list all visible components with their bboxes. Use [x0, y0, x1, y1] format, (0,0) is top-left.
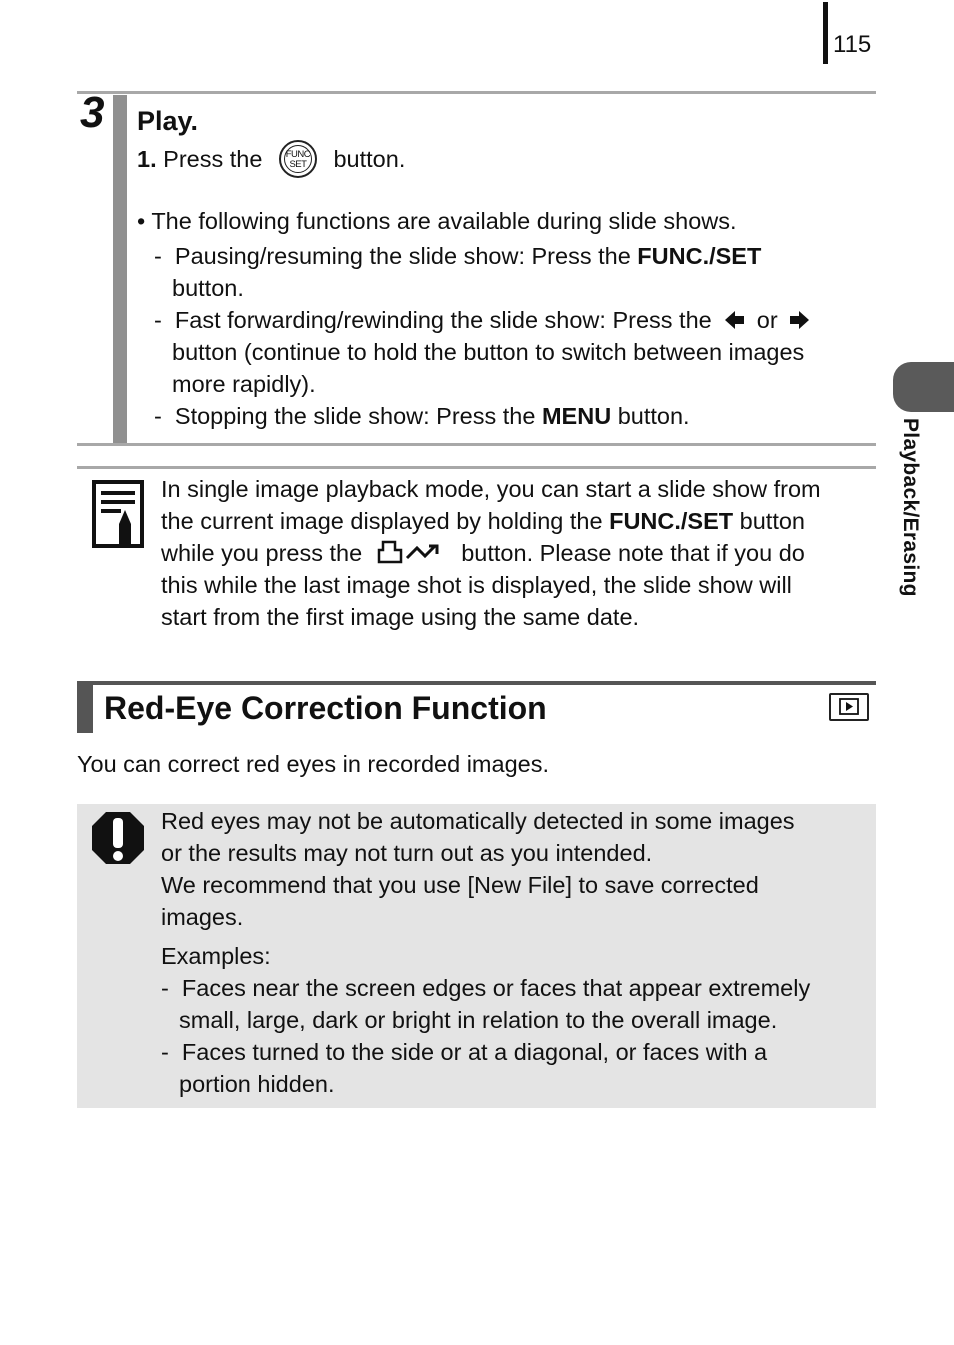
page-number-bar: [823, 2, 828, 64]
step-instruction: [137, 142, 405, 180]
left-arrow-icon: [724, 309, 746, 331]
examples-label: Examples:: [161, 943, 271, 969]
step-top-rule: [77, 91, 876, 94]
list-item: - Pausing/resuming the slide show: Press the FUNC./SET: [154, 243, 762, 269]
note-top-rule: [77, 466, 876, 469]
section-heading-rule: [77, 681, 876, 685]
instruction-number: 1.: [137, 146, 157, 173]
instruction-text-before: Press the: [163, 146, 263, 173]
section-heading-bar: [77, 685, 93, 733]
caution-exclamation-icon: [90, 810, 146, 866]
step-bullet: • The following functions are available during slide shows.: [137, 208, 737, 234]
list-item: - Fast forwarding/rewinding the slide show: Press the or: [154, 304, 810, 336]
step-side-bar: [113, 95, 127, 443]
caution-text: Red eyes may not be automatically detected in some images or the results may not turn out as you intended. We recommend that you use [New File] to save corrected images. Examples: - Faces near the screen edges or faces that appear extremely small, large, dark or bright in relation to the overall image. - Faces turned to the side or at a diagonal, or faces with a portion hidden.: [161, 805, 810, 1100]
instruction-text-after: button.: [333, 146, 406, 173]
right-arrow-icon: [788, 309, 810, 331]
section-title: Red-Eye Correction Function: [104, 690, 547, 726]
note-text: In single image playback mode, you can start a slide show from the current image displayed by holding the FUNC./SET button while you press the button. Please note that if you do this while the last image shot is displayed, the slide show will start from the first image using the same date.: [161, 476, 821, 630]
section-intro: You can correct red eyes in recorded images.: [77, 751, 549, 777]
step-title: Play.: [137, 106, 199, 136]
func-set-button-icon: FUNC SET: [279, 140, 317, 178]
playback-mode-icon: [829, 693, 869, 721]
list-item-continued: more rapidly).: [172, 371, 316, 397]
list-item-continued: button.: [172, 275, 244, 301]
step-bottom-rule: [77, 443, 876, 446]
print-share-icon: [377, 538, 447, 566]
list-item: - Faces near the screen edges or faces that appear extremely: [161, 975, 811, 1001]
section-tab-marker: [893, 362, 954, 412]
list-item-continued: small, large, dark or bright in relation to the overall image.: [179, 1007, 778, 1033]
list-item-continued: portion hidden.: [179, 1071, 335, 1097]
list-item: - Stopping the slide show: Press the MENU button.: [154, 403, 690, 429]
section-tab-label: Playback/Erasing: [899, 418, 922, 597]
page-number: 115: [833, 31, 872, 58]
memo-pencil-icon: [92, 480, 144, 548]
list-item-continued: button (continue to hold the button to switch between images: [172, 339, 805, 365]
list-item: - Faces turned to the side or at a diagonal, or faces with a: [161, 1039, 768, 1065]
step-number: 3: [80, 88, 105, 137]
